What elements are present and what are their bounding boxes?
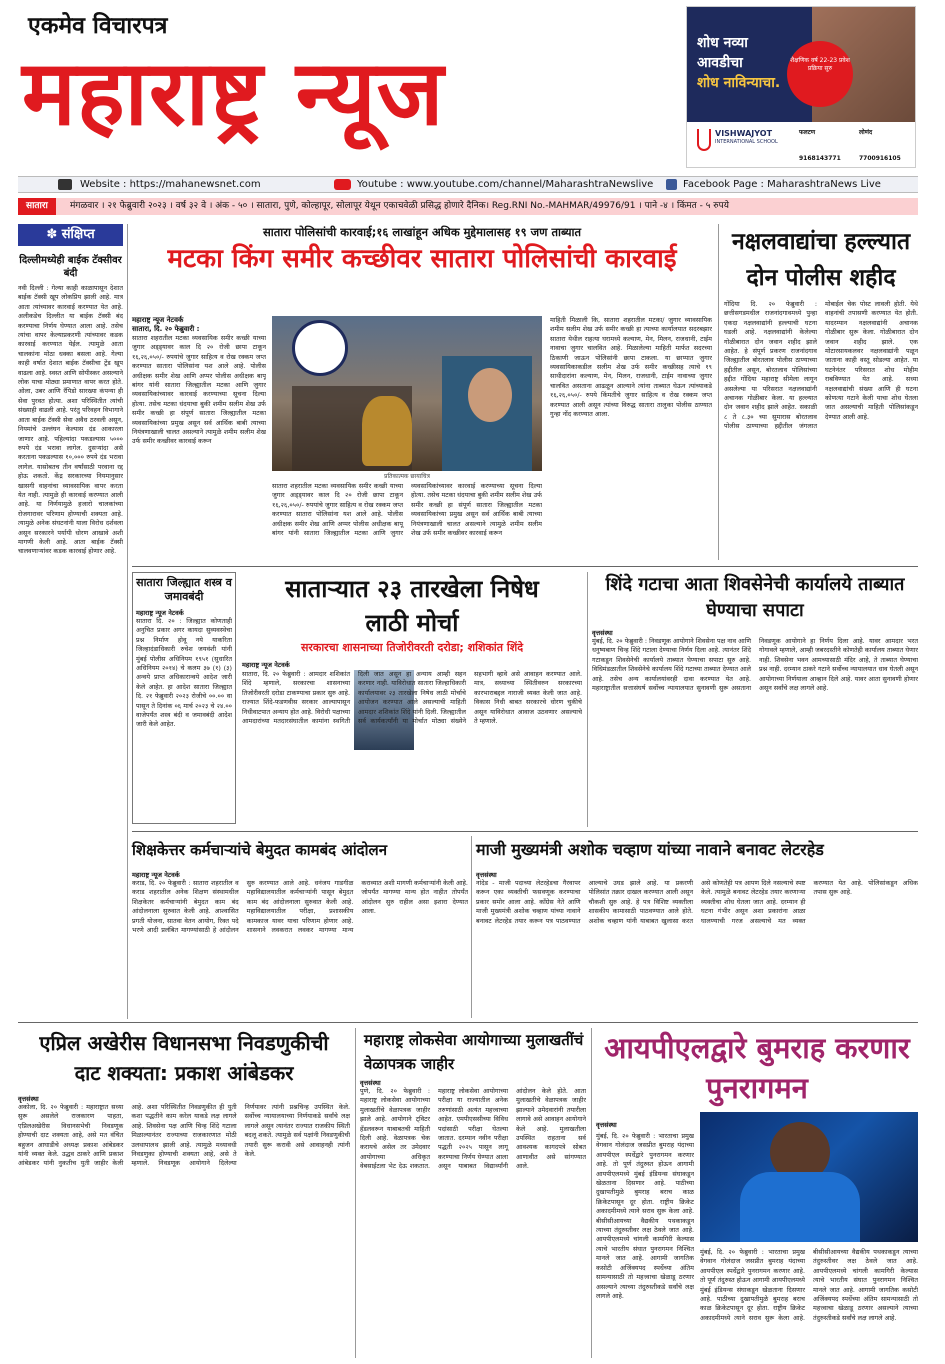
story9-headline: महाराष्ट्र लोकसेवा आयोगाच्या मुलाखतींचं वेळापत्रक जाहीर <box>364 1031 584 1073</box>
story-lathi-morcha <box>242 572 582 827</box>
story7-body: नांदेड - माजी पदाच्या लेटरहेडचा गैरवापर करून एका व्यक्तीची फसवणूक करण्याचा प्रकार समोर आला आहे. काँग्रेस नेते आणि माजी मुख्यमंत्री अशोक चव्हाण यांच्या नावाने बनावट लेटरहेड तयार करून पत्र पाठवण्यात आल्याचे उघड झाले आहे. या प्रकरणी पोलिसांत तक्रार दाखल करण्यात आली असून चौकशी सुरु आहे. हे पत्र विशिष्ट व्यक्तीला शासकीय कामासाठी पाठवण्यात आले होते. अशोक चव्हाण यांनी याबाबत खुलासा करत असे कोणतेही पत्र आपण दिले नसल्याचे स्पष्ट केले. त्यामुळे बनावट लेटरहेड तयार करणाऱ्या व्यक्तीचा शोध घेतला जात आहे. दरम्यान ही घटना गंभीर असून अशा प्रकारांना आळा घालण्याची गरज असल्याचे मत व्यक्त करण्यात येत आहे. पोलिसांकडून अधिक तपास सुरू आहे. <box>476 879 918 925</box>
story-assembly-election <box>18 1028 350 1358</box>
story10-col1: मुंबई, दि. २० फेब्रुवारी : भारताचा प्रमुख वेगवान गोलंदाज जसप्रीत बुमराह यंदाच्या आयपीएल स्पर्धेद्वारे पुनरागमन करणार आहे. तो पूर्ण तंदुरुस्त होऊन आगामी आयपीएलमध्ये मुंबई इंडियन्स संघाकडून खेळताना दिसणार आहे. पाठीच्या दुखापतीमुळे बुमराह बराच काळ क्रिकेटपासून दूर होता. राष्ट्रीय क्रिकेट अकादमीमध्ये त्याने सराव सुरू केला आहे. बीसीसीआयच्या वैद्यकीय पथकाकडून त्याच्या तंदुरुस्तीवर लक्ष ठेवले जात आहे. आयपीएलमध्ये चांगली कामगिरी केल्यास त्याचे भारतीय संघात पुनरागमन निश्चित मानले जात आहे. आगामी जागतिक कसोटी अजिंक्यपद स्पर्धेच्या अंतिम सामन्यासाठी तो महत्त्वाचा खेळाडू ठरणार असल्याने त्याच्या तंदुरुस्तीकडे सर्वांचे लक्ष लागले आहे. <box>596 1132 694 1300</box>
story9-byline: वृत्तसंस्था <box>360 1079 381 1087</box>
ad-headline-2: आवडीचा <box>697 55 743 71</box>
story-staff-strike <box>132 836 468 1018</box>
ad-badge <box>787 41 853 107</box>
youtube-icon <box>334 179 351 190</box>
ad-school-name: VISHWAJYOT <box>715 129 773 138</box>
school-logo-icon <box>697 129 711 151</box>
masthead <box>22 6 662 166</box>
story-bumrah-comeback <box>596 1028 918 1358</box>
story3-kicker: सातारा जिल्ह्यात शस्त्र व जमावबंदी <box>136 576 232 603</box>
story1-kicker: सातारा पोलिसांची कारवाई;१६ लाखांहून अधिक मुद्देमालासह १९ जण ताब्यात <box>262 225 582 239</box>
story4-body: सातारा, दि. २० फेब्रुवारी : आमदार शशिकांत शिंदे म्हणाले, सरकारचा शासनाच्या तिजोरीवरती दरोडा टाकण्याचा प्रकार सुरु आहे. राज्यात शिंदे-फडणवीस सरकार आल्यापासून निधीवाटपात अन्याय होत आहे. विरोधी पक्षाच्या आमदारांच्या मतदारसंघातील कामांना स्थगिती दिली जात असून हा अन्याय आम्ही सहन करणार नाही. याविरोधात सातारा जिल्हाधिकारी कार्यालयावर २३ तारखेला निषेध लाठी मोर्चाचे आयोजन करण्यात आले असल्याची माहिती आमदार शशिकांत शिंदे यांनी दिली. जिल्ह्यातील सर्व कार्यकर्त्यांनी या मोर्चात मोठ्या संख्येने सहभागी व्हावे असे आवाहन करण्यात आले. मात्र, सध्याच्या स्थितीवरुन सरकारच्या कारभाराबद्दल नाराजी व्यक्त केली जात आहे. विकास निधी बाबत सरकारचे धोरण चुकीचे असून याविरोधात आवाज उठवणार असल्याचे ते म्हणाले. <box>242 670 582 726</box>
links-bar <box>18 176 918 193</box>
story-weapons-ban <box>132 572 236 824</box>
ad-campus-1: फलटण <box>799 129 816 136</box>
ad-headline-3: शोध नाविन्याचा. <box>697 75 781 91</box>
sankshipt-body: नवी दिल्ली : गेल्या काही काळापासून देशात बाईक टॅक्सी खूप लोकप्रिय झाली आहे. मात्र आता त्यांच्यावर कारवाई करण्यात येत आहे. अलीकडेच दिल्लीत या बाईक टॅक्सी बंद करण्याचा निर्णय घेण्यात आला आहे. तसेच त्यांचा वापर केल्याप्रकरणी त्यांच्यावर कडक कारवाई करण्यात येईल. त्यामुळे आता चालकांना मोठा धक्का बसला आहे. गेल्या काही वर्षात देशात बाईक टॅक्सीचा ट्रेंड खूप वाढला आहे. स्वस्त आणि सोयीस्कर असल्याने लोक याचा मोठ्या प्रमाणात वापर करत होते. ओला, उबर आणि रॅपिडो सारख्या कंपन्या ही सेवा पुरवत होत्या. अशा परिस्थितीत त्यांची संख्याही वाढली आहे. परंतु परिवहन विभागाने आता बाईक टॅक्सी सेवा अवैध ठरवली असून, नियमांचे उल्लंघन केल्यास दंड आकारला जाणार आहे. पहिल्यांदा पकडल्यास ५००० रुपये दंड भरावा लागेल. दुसऱ्यांदा असे करताना पकडल्यास १०,००० रुपये दंड भरावा लागेल. यासोबतच तीन वर्षांसाठी परवाना रद्द होऊ शकतो. केंद्र सरकारच्या नियमानुसार खासगी वाहनांचा व्यावसायिक वापर करता येत नाही. त्यामुळे ही कारवाई करण्यात आली आहे. या निर्णयामुळे हजारो चालकांच्या रोजगारावर परिणाम होण्याची शक्यता आहे. त्यामुळे अनेक संघटनांनी याला विरोध दर्शवला असून सरकारने पर्यायी धोरण आखावे अशी मागणी केली आहे. आता बाईक टॅक्सी चालवणाऱ्यांवर कडक कारवाई होणार आहे. <box>18 284 123 556</box>
ad-school-sub: INTERNATIONAL SCHOOL <box>715 139 778 145</box>
story8-byline: वृत्तसंस्था <box>18 1095 39 1103</box>
story-mpsc-schedule <box>360 1028 586 1358</box>
dateline-info: मंगळवार । २१ फेब्रुवारी २०२३ । वर्ष ३२ वे । अंक - ५० । सातारा, पुणे, कोल्हापूर, सोलापूर येथून एकाचवेळी प्रसिद्ध होणारे दैनिक। Reg.RNI No.-MAHMAR/49976/91 । पाने -४ । किंमत - ५ रुपये <box>70 201 729 211</box>
story5-body: मुंबई, दि. २० फेब्रुवारी : निवडणूक आयोगाने शिवसेना पक्ष नाव आणि धनुष्यबाण चिन्ह शिंदे गटाला देण्याचा निर्णय दिला आहे. त्यानंतर शिंदे गटाकडून शिवसेनेची कार्यालये ताब्यात घेण्याचा सपाटा सुरु आहे. विधिमंडळातील शिवसेनेचे कार्यालय शिंदे गटाच्या ताब्यात देण्यात आले आहे. तसेच अन्य कार्यालयांवरही दावा करण्यात येत आहे. महाराष्ट्रातील सत्तासंघर्ष सर्वोच्च न्यायालयात सुनावणी सुरू असताना निवडणूक आयोगाने हा निर्णय दिला आहे. यावर आमदार भरत गोगावले म्हणाले, आम्ही जबरदस्तीने कोणतेही कार्यालय ताब्यात घेणार नाही. शिवसेना भवन आमच्यासाठी मंदिर आहे, ते ताब्यात घेण्याचा प्रश्न नाही. दरम्यान ठाकरे गटाने सर्वोच्च न्यायालयात धाव घेतली असून आयोगाच्या निर्णयाला आव्हान दिले आहे. यावर आता सुनावणी होणार असून सर्वांचे लक्ष लागले आहे. <box>592 637 918 693</box>
police-emblem-icon <box>292 320 348 376</box>
story-matka-king <box>132 224 712 564</box>
ad-campus-2: लोणंद <box>859 129 873 136</box>
facebook-link[interactable]: Facebook Page : MaharashtraNews Live <box>683 179 881 190</box>
story4-byline: महाराष्ट्र न्यूज नेटवर्क <box>242 661 290 669</box>
school-advertisement[interactable] <box>686 6 916 168</box>
story7-byline: वृत्तसंस्था <box>476 871 497 879</box>
story10-photo <box>700 1112 918 1242</box>
story1-dateline: सातारा, दि. २० फेब्रुवारी : <box>132 325 200 333</box>
ad-phone-1: 9168143771 <box>799 155 841 162</box>
youtube-link[interactable]: Youtube : www.youtube.com/channel/MaharashtraNewslive <box>357 179 654 190</box>
masthead-tagline: एकमेव विचारपत्र <box>28 13 168 39</box>
story10-col2: मुंबई, दि. २० फेब्रुवारी : भारताचा प्रमुख वेगवान गोलंदाज जसप्रीत बुमराह यंदाच्या आयपीएल स्पर्धेद्वारे पुनरागमन करणार आहे. तो पूर्ण तंदुरुस्त होऊन आगामी आयपीएलमध्ये मुंबई इंडियन्स संघाकडून खेळताना दिसणार आहे. पाठीच्या दुखापतीमुळे बुमराह बराच काळ क्रिकेटपासून दूर होता. राष्ट्रीय क्रिकेट अकादमीमध्ये त्याने सराव सुरू केला आहे. बीसीसीआयच्या वैद्यकीय पथकाकडून त्याच्या तंदुरुस्तीवर लक्ष ठेवले जात आहे. आयपीएलमध्ये चांगली कामगिरी केल्यास त्याचे भारतीय संघात पुनरागमन निश्चित मानले जात आहे. आगामी जागतिक कसोटी अजिंक्यपद स्पर्धेच्या अंतिम सामन्यासाठी तो महत्त्वाचा खेळाडू ठरणार असल्याने त्याच्या तंदुरुस्तीकडे सर्वांचे लक्ष लागले आहे. <box>700 1248 918 1322</box>
story1-col3: माहिती मिळाली कि, सातारा शहरातील मटका/ जुगार व्यावसायिक शमीम सलीम शेख उर्फ समीर कच्छी हा त्याच्या कार्यालयात सदरबझार सातारा येथील राहत्या घरामध्ये कल्याण, मेन, मिलन, राजधानी, टाईम नावाचा जुगार चालवित आहे. मिळालेल्या माहिती मार्फत सदरच्या ठिकाणी जाऊन पोलिसांनी छापा टाकला. या छाप्यात जुगार व्यवसायिकाकडील सलीम शेख उर्फ समीर कच्छीसह त्याचे १९ साथीदारांना कल्याण, मेन, मिलन, राजधानी, टाईम नावाच्या जुगार चालवित असताना आढळून आल्याने त्यांना ताब्यात घेऊन त्यांच्याकडे १६,२६,०५०/- रुपये किंमतीचे जुगार साहित्य व रोख रक्कम जप्त करण्यात आली असून त्यांच्या विरुद्ध सातारा तालुका पोलीस ठाण्यात गुन्हा नोंद करण्यात आला. <box>550 316 712 419</box>
ad-headline-1: शोध नव्या <box>697 35 748 51</box>
masthead-title: महाराष्ट्र न्यूज <box>22 41 445 146</box>
story6-headline: शिक्षकेत्तर कर्मचाऱ्यांचे बेमुदत कामबंद आंदोलन <box>132 841 388 859</box>
story1-byline: महाराष्ट्र न्यूज नेटवर्क <box>132 316 184 324</box>
browser-icon <box>58 179 72 190</box>
story2-body: गोंदिया दि. २० फेब्रुवारी : छत्तीसगडमधील राजनांदगावमध्ये पुन्हा एकदा नक्षलवाद्यांनी हल्ल्याची घटना घडली आहे. नक्षलवाद्यांनी केलेल्या गोळीबारात दोन जवान शहीद झाले आहेत. हे संपूर्ण प्रकरण राजनांदगाव जिल्ह्यातील बोरतलाव पोलीस ठाण्याच्या हद्दीतील असून, बोरतलाव पोलिसांच्या हद्दीत गोंदिया महाराष्ट्र सीमेला लागून असलेल्या या परिसरात नक्षलवाद्यांनी अचानक गोळीबार केला. या हल्ल्यात दोन जवान शहीद झाले आहेत. सकाळी ८ ते ८.३० च्या सुमारास बोरतलाव पोलीस ठाण्याच्या हद्दीतील जंगलात मोबाईल चेक पोस्ट लावली होती. येथे वाहनांची तपासणी करण्यात येत होती. यादरम्यान नक्षलवाद्यांनी अचानक गोळीबार सुरू केला. गोळीबारात दोन जवान शहीद झाले. एक मोटारसायकलवर नक्षलवाद्यांनी पळून जाताना काही वस्तू सोडल्या आहेत. या घटनेनंतर परिसरात शोध मोहीम राबविण्यात येत आहे. सध्या नक्षलवाद्यांची संख्या आणि ही घटना कोणत्या गटाने केली याचा शोध घेतला जात असल्याची माहिती पोलिसांकडून देण्यात आली आहे. <box>724 300 918 431</box>
ad-badge-text: शैक्षणिक वर्ष 22-23 प्रवेश प्रक्रिया सुरु <box>790 57 850 72</box>
story3-byline: महाराष्ट्र न्यूज नेटवर्क <box>136 609 184 617</box>
story4-subhead: सरकारचा शासनाच्या तिजोरीवरती दरोडा; शशिकांत शिंदे <box>300 641 524 654</box>
story6-byline: महाराष्ट्र न्यूज नेटवर्क <box>132 871 180 879</box>
story-shinde-offices <box>592 572 918 827</box>
story1-col2: सातारा शहरातील मटका व्यवसायिक समीर कच्छी याच्या जुगार अड्ड्यावर काल दि २० रोजी छापा टाकून १६,२६,०५०/- रुपयांचे जुगार साहित्य व रोख रक्कम जप्त करण्यात सातारा पोलिसांना यश आले आहे. पोलीस अधीक्षक समीर शेख आणि अप्पर पोलीस अधीक्षक बापू बांगर यांनी सातारा जिल्ह्यातील मटका आणि जुगार व्यवसायिकांच्यावर कारवाई करण्याच्या सूचना दिल्या होत्या. तसेच मटका धंदयाचा बुकी शमीम सलीम शेख उर्फ समीर कच्छी हा संपूर्ण सातारा जिल्ह्यातील मटका व्यवसायिकांच्या प्रमुख असून सर्व आर्थिक बाबी त्याच्या नियंत्रणाखाली चालत असल्याने त्यामुळे शमीम सलीम शेख उर्फ समीर कच्छीवर कारवाई करून <box>272 482 542 538</box>
story5-byline: वृत्तसंस्था <box>592 629 613 637</box>
story9-body: पुणे, दि. २० फेब्रुवारी : महाराष्ट्र लोकसेवा आयोगाच्या मुलाखतींचे वेळापत्रक जाहीर झाले आहे. आयोगाने ट्विटर हँडलवरून याबाबतची माहिती दिली आहे. वेळापत्रक चेक करायचे असेल तर उमेदवार आयोगाच्या अधिकृत वेबसाईटला भेट देऊ शकतात. महाराष्ट्र लोकसेवा आयोगाच्या परीक्षा या राज्यातील अनेक तरुणांसाठी अत्यंत महत्त्वाच्या आहेत. एमपीएससीच्या विविध पदांसाठी परीक्षा घेतल्या जातात. दरम्यान नवीन परीक्षा पद्धती २०२५ पासून लागू करण्याचा निर्णय घेण्यात आला असून याबाबत विद्यार्थ्यांनी आंदोलन केले होते. आता मुलाखतीचे वेळापत्रक जाहीर झाल्याने उमेदवारांनी तयारीला लागावे असे आवाहन आयोगाने केले आहे. मुलाखतीला उपस्थित राहताना सर्व आवश्यक कागदपत्रे सोबत आणावीत असे सांगण्यात आले. <box>360 1087 586 1171</box>
story2-headline: नक्षलवाद्यांचा हल्ल्यात दोन पोलीस शहीद <box>731 229 911 291</box>
story1-headline: मटका किंग समीर कच्छीवर सातारा पोलिसांची कारवाई <box>167 244 677 274</box>
story8-headline: एप्रिल अखेरीस विधानसभा निवडणुकीची दाट शक्यता: प्रकाश आंबेडकर <box>39 1031 329 1085</box>
website-link[interactable]: Website : https://mahanewsnet.com <box>80 179 261 190</box>
facebook-icon <box>666 179 677 190</box>
story1-col1: सातारा शहरातील मटका व्यवसायिक समीर कच्छी याच्या जुगार अड्ड्यावर काल दि २० रोजी छापा टाकून १६,२६,०५०/- रुपयांचे जुगार साहित्य व रोख रक्कम जप्त करण्यात सातारा पोलिसांना यश आले आहे. पोलीस अधीक्षक समीर शेख आणि अप्पर पोलीस अधीक्षक बापू बांगर यांनी सातारा जिल्ह्यातील मटका आणि जुगार व्यवसायिकांच्यावर कारवाई करण्याच्या सूचना दिल्या होत्या. तसेच मटका धंदयाचा बुकी शमीम सलीम शेख उर्फ समीर कच्छी हा संपूर्ण सातारा जिल्ह्यातील मटका व्यवसायिकांच्या प्रमुख असून सर्व आर्थिक बाबी त्याच्या नियंत्रणाखाली चालत असल्याने त्यामुळे शमीम सलीम शेख उर्फ समीर कच्छीवर कारवाई करून <box>132 334 266 446</box>
story7-headline: माजी मुख्यमंत्री अशोक चव्हाण यांच्या नावाने बनावट लेटरहेड <box>476 840 824 859</box>
story-naxal-attack <box>724 224 918 560</box>
sankshipt-headline: दिल्लीमध्येही बाईक टॅक्सीवर बंदी <box>19 255 122 279</box>
story10-headline: आयपीएलद्वारे बुमराह करणार पुनरागमन <box>604 1031 910 1105</box>
story1-caption: प्रतिकात्मक छायाचित्र <box>384 473 430 480</box>
ad-phone-2: 7700916105 <box>859 155 901 162</box>
sankshipt-label: ✽ संक्षिप्त <box>18 224 123 246</box>
story-fake-letterhead <box>476 836 918 1018</box>
sankshipt-column <box>18 224 123 1019</box>
story10-byline: वृत्तसंस्था <box>596 1121 617 1129</box>
dateline-bar <box>18 198 918 215</box>
story3-body: सातारा दि. २० : जिल्ह्यात कोणताही अनुचित प्रकार अगर कायदा सुव्यवस्थेचा प्रश्न निर्माण होवू नये याकरिता जिल्हादंडाधिकारी रुचेश जयवंशी यांनी मुंबई पोलीस अधिनियम १९५१ (सुधारित अधिनियम २०१४) चे कलम ३७ (१) (३) अन्वये प्राप्त अधिकारान्वये आदेश जारी केले आहेत. हा आदेश सातारा जिल्ह्यात दि. २१ फेब्रुवारी २०२३ रोजीचे ००.०० वा पासून ते दिनांक ०६ मार्च २०२३ चे २४.०० वाजेपर्यंत शस्त्र बंदी व जमावबंदी आदेश जारी केले आहेत. <box>136 617 232 729</box>
story8-body: अकोला, दि. २० फेब्रुवारी : महाराष्ट्रात सध्या सुरू असलेले राजकारण पाहता, एप्रिलअखेरीस विधानसभेची निवडणूक होण्याची दाट शक्यता आहे, असे मत वंचित बहुजन आघाडीचे अध्यक्ष प्रकाश आंबेडकर यांनी व्यक्त केले. उद्धव ठाकरे आणि प्रकाश आंबेडकर यांनी नुकतीच युती जाहीर केली आहे. अशा परिस्थितीत निवडणुकीत ही युती कशा पद्धतीने काम करेल याकडे लक्ष लागले आहे. शिवसेना पक्ष आणि चिन्ह शिंदे गटाला मिळाल्यानंतर राज्याच्या राजकारणात मोठी उलथापालथ झाली आहे. त्यामुळे मध्यावधी निवडणुका होण्याची शक्यता आहे, असे ते म्हणाले. निवडणूक आयोगाने दिलेल्या निर्णयावर त्यांनी प्रश्नचिन्ह उपस्थित केले. सर्वोच्च न्यायालयाच्या निर्णयाकडे सर्वांचे लक्ष लागले असून त्यानंतर राज्यात राजकीय स्थिती बदलू शकते. त्यामुळे सर्व पक्षांनी निवडणुकीची तयारी सुरू करावी असे आवाहनही त्यांनी केले. <box>18 1103 350 1168</box>
story4-headline: साताऱ्यात २३ तारखेला निषेध लाठी मोर्चा <box>285 575 539 637</box>
story6-body: कराड, दि. २० फेब्रुवारी : सातारा शहरातील व कराड शहरातील अनेक शिक्षण संस्थामधील शिक्षकेतर कर्मचाऱ्यांनी बेमुदत काम बंद आंदोलनाला सुरुवात केली आहे. आश्वासित प्रगती योजना, सातवा वेतन आयोग, रिक्त पदे भरणे आदी प्रलंबित मागण्यांसाठी हे आंदोलन सुरु करण्यात आले आहे. धनंजय गाडगीळ महाविद्यालयातील कर्मचाऱ्यांनी पासून बेमुदत काम बंद आंदोलनाला सुरुवात केली आहे. महाविद्यालयातील परीक्षा, प्रशासकीय कामकाज यावर याचा परिणाम होणार आहे. शासनाने लवकरात लवकर मागण्या मान्य कराव्यात अशी मागणी कर्मचाऱ्यांनी केली आहे. जोपर्यंत मागण्या मान्य होत नाहीत तोपर्यंत आंदोलन सुरु राहील असा इशारा देण्यात आला. <box>132 879 468 935</box>
edition-label: सातारा <box>18 198 56 215</box>
story5-headline: शिंदे गटाचा आता शिवसेनेची कार्यालये ताब्यात घेण्याचा सपाटा <box>605 574 905 621</box>
